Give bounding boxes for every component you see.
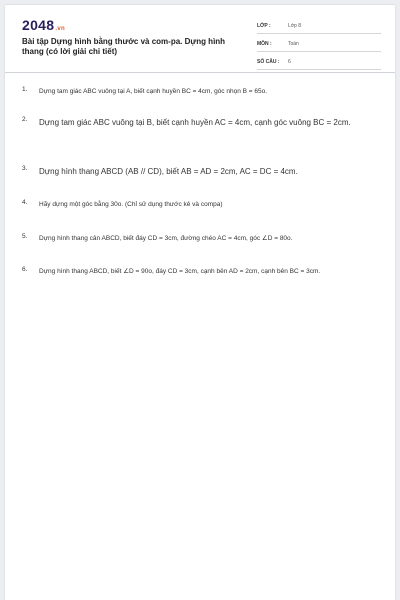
- question-number: 4.: [22, 199, 28, 206]
- question-text: Dựng hình thang ABCD (AB // CD), biết AB = AD = 2cm, AC = DC = 4cm.: [39, 167, 298, 176]
- meta-label: LỚP :: [257, 23, 271, 29]
- question-number: 5.: [22, 233, 28, 240]
- header-divider: [5, 72, 395, 73]
- question-text: Hãy dựng một góc bằng 30o. (Chỉ sử dụng thước kẻ và compa): [39, 201, 223, 208]
- question-text: Dựng hình thang cân ABCD, biết đáy CD = 3cm, đường chéo AC = 4cm, góc ∠D = 80o.: [39, 235, 293, 242]
- meta-info: [257, 19, 381, 73]
- question-item: [22, 116, 372, 129]
- question-item: [22, 86, 372, 97]
- question-text: Dựng tam giác ABC vuông tại B, biết cạnh huyền AC = 4cm, cạnh góc vuông BC = 2cm.: [39, 118, 351, 127]
- worksheet-header: [5, 5, 395, 67]
- meta-row-count: [257, 55, 381, 70]
- site-logo[interactable]: [22, 17, 65, 33]
- meta-row-subject: [257, 37, 381, 52]
- question-number: 1.: [22, 86, 28, 93]
- question-number: 2.: [22, 116, 28, 123]
- question-text: Dựng hình thang ABCD, biết ∠D = 90o, đáy CD = 3cm, cạnh bên AD = 2cm, cạnh bên BC = 3cm.: [39, 268, 321, 275]
- logo-brand: 2048: [22, 17, 55, 33]
- meta-value: 6: [288, 59, 291, 65]
- question-number: 3.: [22, 165, 28, 172]
- meta-label: SỐ CÂU :: [257, 59, 280, 65]
- meta-value: Lớp 8: [288, 23, 302, 29]
- question-number: 6.: [22, 266, 28, 273]
- meta-value: Toán: [288, 41, 299, 47]
- question-item: [22, 199, 372, 210]
- worksheet-page: [5, 5, 395, 600]
- question-item: [22, 165, 372, 178]
- meta-label: MÔN :: [257, 41, 272, 47]
- logo-suffix: .vn: [55, 26, 65, 32]
- question-item: [22, 266, 372, 277]
- question-item: [22, 233, 372, 244]
- meta-row-grade: [257, 19, 381, 34]
- page-title: Bài tập Dựng hình bằng thước và com-pa. Dựng hình thang (có lời giải chi tiết): [22, 37, 226, 56]
- question-text: Dựng tam giác ABC vuông tại A, biết cạnh huyền BC = 4cm, góc nhọn B = 65o.: [39, 88, 268, 95]
